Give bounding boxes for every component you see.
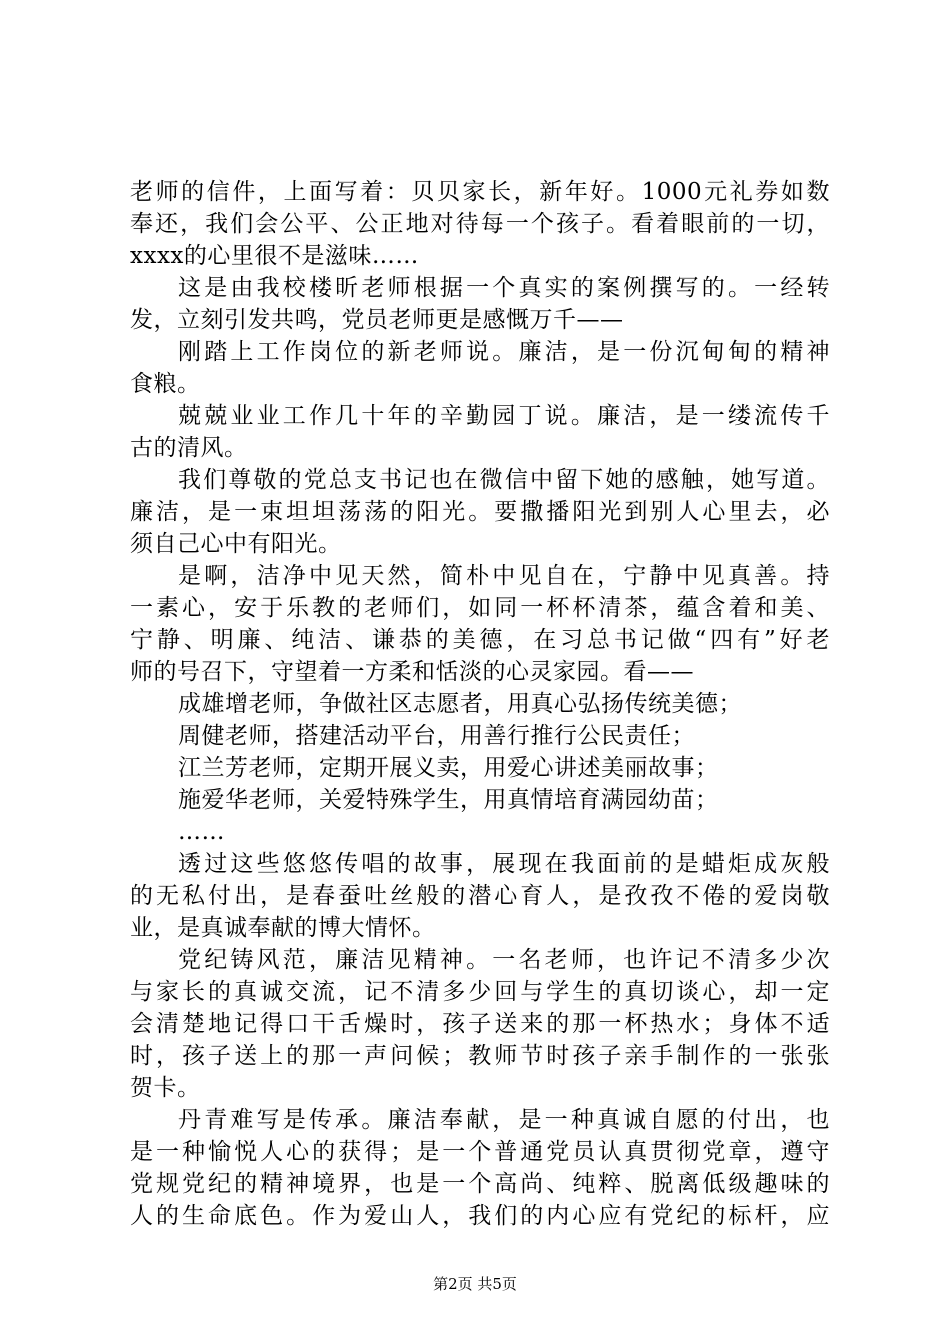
text-line: 业，是真诚奉献的博大情怀。 — [130, 915, 436, 941]
document-body — [130, 176, 830, 1232]
text-line: 江兰芳老师，定期开展义卖，用爱心讲述美丽故事； — [178, 755, 719, 781]
text-line: 一素心，安于乐教的老师们，如同一杯杯清茶，蕴含着和美、 — [130, 595, 830, 621]
text-line: 会清楚地记得口干舌燥时，孩子送来的那一杯热水；身体不适 — [130, 1011, 830, 1037]
text-line: 透过这些悠悠传唱的故事，展现在我面前的是蜡炬成灰般 — [178, 851, 830, 877]
text-line: 周健老师，搭建活动平台，用善行推行公民责任； — [178, 723, 695, 749]
text-line: 老师的信件，上面写着：贝贝家长，新年好。1000元礼券如数 — [130, 179, 830, 205]
text-line: 是啊，洁净中见天然，简朴中见自在，宁静中见真善。持 — [178, 563, 830, 589]
text-line: 须自己心中有阳光。 — [130, 531, 342, 557]
text-line: 兢兢业业工作几十年的辛勤园丁说。廉洁，是一缕流传千 — [178, 403, 830, 429]
text-line: 施爱华老师，关爱特殊学生，用真情培育满园幼苗； — [178, 787, 719, 813]
text-line: 的无私付出，是春蚕吐丝般的潜心育人，是孜孜不倦的爱岗敬 — [130, 883, 830, 909]
text-line: 食粮。 — [130, 371, 201, 397]
text-line: 人的生命底色。作为爱山人，我们的内心应有党纪的标杆，应 — [130, 1203, 830, 1229]
text-line: …… — [178, 819, 225, 845]
text-line: 贺卡。 — [130, 1075, 201, 1101]
page-number: 第2页 共5页 — [433, 1275, 517, 1293]
text-line: 成雄增老师，争做社区志愿者，用真心弘扬传统美德； — [178, 691, 742, 717]
text-line: 师的号召下，守望着一方柔和恬淡的心灵家园。看—— — [130, 659, 694, 685]
text-line: 发，立刻引发共鸣，党员老师更是感慨万千—— — [130, 307, 624, 333]
text-line: 古的清风。 — [130, 435, 248, 461]
text-line: 宁静、明廉、纯洁、谦恭的美德，在习总书记做“四有”好老 — [130, 627, 830, 653]
text-line: 奉还，我们会公平、公正地对待每一个孩子。看着眼前的一切， — [130, 211, 830, 237]
text-line: 时，孩子送上的那一声问候；教师节时孩子亲手制作的一张张 — [130, 1043, 830, 1069]
text-line: 刚踏上工作岗位的新老师说。廉洁，是一份沉甸甸的精神 — [178, 339, 830, 365]
text-line: 这是由我校楼昕老师根据一个真实的案例撰写的。一经转 — [178, 275, 830, 301]
text-line: 党纪铸风范，廉洁见精神。一名老师，也许记不清多少次 — [178, 947, 830, 973]
text-line: 廉洁，是一束坦坦荡荡的阳光。要撒播阳光到别人心里去，必 — [130, 499, 830, 525]
text-line: 丹青难写是传承。廉洁奉献，是一种真诚自愿的付出，也 — [178, 1107, 830, 1133]
text-line: xxxx的心里很不是滋味…… — [130, 243, 419, 269]
text-line: 是一种愉悦人心的获得；是一个普通党员认真贯彻党章，遵守 — [130, 1139, 830, 1165]
text-line: 与家长的真诚交流，记不清多少回与学生的真切谈心，却一定 — [130, 979, 830, 1005]
text-line: 我们尊敬的党总支书记也在微信中留下她的感触，她写道。 — [178, 467, 830, 493]
text-line: 党规党纪的精神境界，也是一个高尚、纯粹、脱离低级趣味的 — [130, 1171, 830, 1197]
page-footer — [0, 1274, 950, 1294]
